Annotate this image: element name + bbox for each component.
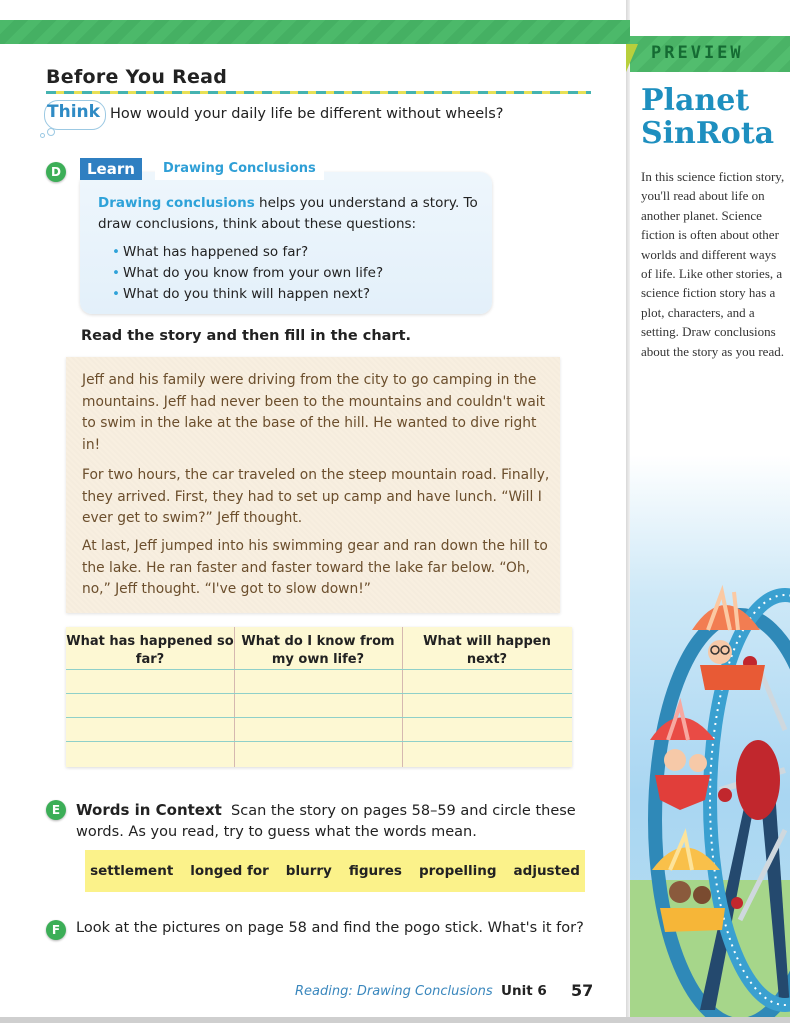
hub-back — [736, 740, 780, 820]
chart-cell[interactable] — [234, 718, 402, 741]
footer-skill: Reading: Drawing Conclusions — [295, 984, 493, 999]
chart-cell[interactable] — [402, 670, 572, 693]
support-leg — [760, 790, 790, 1010]
chart-cell[interactable] — [66, 670, 234, 693]
conclusions-chart — [66, 627, 572, 767]
page-number: 57 — [571, 981, 594, 1000]
rim-light — [731, 897, 743, 909]
vocab-word: blurry — [285, 863, 332, 879]
gondola-seat — [655, 775, 710, 810]
section-title: Before You Read — [46, 66, 228, 88]
story-paragraph: Jeff and his family were driving from the city to go camping in the mountains. Jeff had never been to the mountains and couldn't wait to swim in the lake at the base of the hill. He wanted to dive right in! — [82, 372, 546, 453]
preview-band-fold — [626, 44, 638, 72]
vocab-word: propelling — [418, 863, 497, 879]
chart-cell[interactable] — [66, 694, 234, 717]
chart-header: What has happened so far? — [66, 634, 234, 667]
chart-cell[interactable] — [234, 742, 402, 767]
chart-cell[interactable] — [66, 742, 234, 767]
key-term: Drawing conclusions — [98, 195, 255, 211]
top-green-band — [0, 20, 640, 44]
story-paragraph: For two hours, the car traveled on the steep mountain road. Finally, they arrived. First, they had to set up camp and have lunch. “Will I ever get to swim?” Jeff thought. — [82, 467, 550, 526]
story-title-line2: SinRota — [641, 116, 775, 151]
footer-unit: Unit 6 — [501, 983, 547, 999]
section-badge-d: D — [46, 162, 66, 182]
vocab-word: figures — [348, 863, 402, 879]
child-face — [664, 749, 686, 771]
think-question: How would your daily life be different without wheels? — [110, 106, 504, 122]
instruction: Read the story and then fill in the chart. — [81, 328, 412, 344]
words-in-context-title: Words in Context — [76, 801, 222, 819]
chart-cell[interactable] — [402, 718, 572, 741]
rim-light — [718, 788, 732, 802]
preview-label: PREVIEW — [651, 43, 744, 63]
bottom-edge — [0, 1017, 790, 1023]
child-face — [693, 886, 711, 904]
question-list — [112, 242, 383, 305]
gondola-seat — [700, 665, 765, 690]
vocab-word: adjusted — [513, 863, 580, 879]
question-item: • What do you know from your own life? — [112, 263, 383, 284]
chart-cell[interactable] — [234, 694, 402, 717]
learn-tag: Learn — [80, 158, 142, 180]
learn-intro — [98, 193, 478, 235]
chart-cell[interactable] — [402, 694, 572, 717]
think-label: Think — [47, 102, 100, 122]
dashed-divider — [46, 91, 591, 94]
ferris-wheel-illustration — [630, 570, 790, 1023]
child-face — [689, 754, 707, 772]
story-title — [641, 84, 774, 150]
chart-cell[interactable] — [66, 718, 234, 741]
section-badge-f: F — [46, 920, 66, 940]
story-paragraph: At last, Jeff jumped into his swimming gear and ran down the hill to the lake. He ran faster and faster toward the lake far below. “Oh, no,” Jeff thought. “I've got to slow down!” — [82, 538, 548, 597]
story-title-line1: Planet — [641, 83, 750, 118]
wheel-spoke — [760, 670, 785, 730]
chart-header: What do I know from my own life? — [241, 634, 395, 667]
vocab-word: longed for — [190, 863, 269, 879]
child-face — [669, 881, 691, 903]
vocab-word: settlement — [90, 863, 174, 879]
words-in-context — [76, 800, 576, 843]
question-item: • What do you think will happen next? — [112, 284, 383, 305]
words-in-context-instruction: Scan the story on pages 58–59 and circle these words. As you read, try to guess what the words mean. — [76, 803, 576, 840]
thought-bubble-icon — [47, 128, 55, 136]
learn-subtag: Drawing Conclusions — [155, 158, 324, 180]
section-badge-e: E — [46, 800, 66, 820]
chart-cell[interactable] — [402, 742, 572, 767]
chart-cell[interactable] — [234, 670, 402, 693]
learn-intro-text: helps you understand a story. To draw conclusions, think about these questions: — [98, 195, 478, 232]
thought-bubble-icon — [40, 133, 45, 138]
sidebar-description: In this science fiction story, you'll read about life on another planet. Science fiction is often about other worlds and different ways of life. Like other stories, a science fiction story has a plot, characters, and a setting. Draw conclusions about the story as you read. — [641, 169, 785, 359]
pogo-stick-question: Look at the pictures on page 58 and find the pogo stick. What's it for? — [76, 920, 584, 936]
chart-header: What will happen next? — [423, 634, 551, 667]
question-item: • What has happened so far? — [112, 242, 383, 263]
gondola-seat — [660, 908, 725, 932]
word-bank — [85, 850, 585, 892]
